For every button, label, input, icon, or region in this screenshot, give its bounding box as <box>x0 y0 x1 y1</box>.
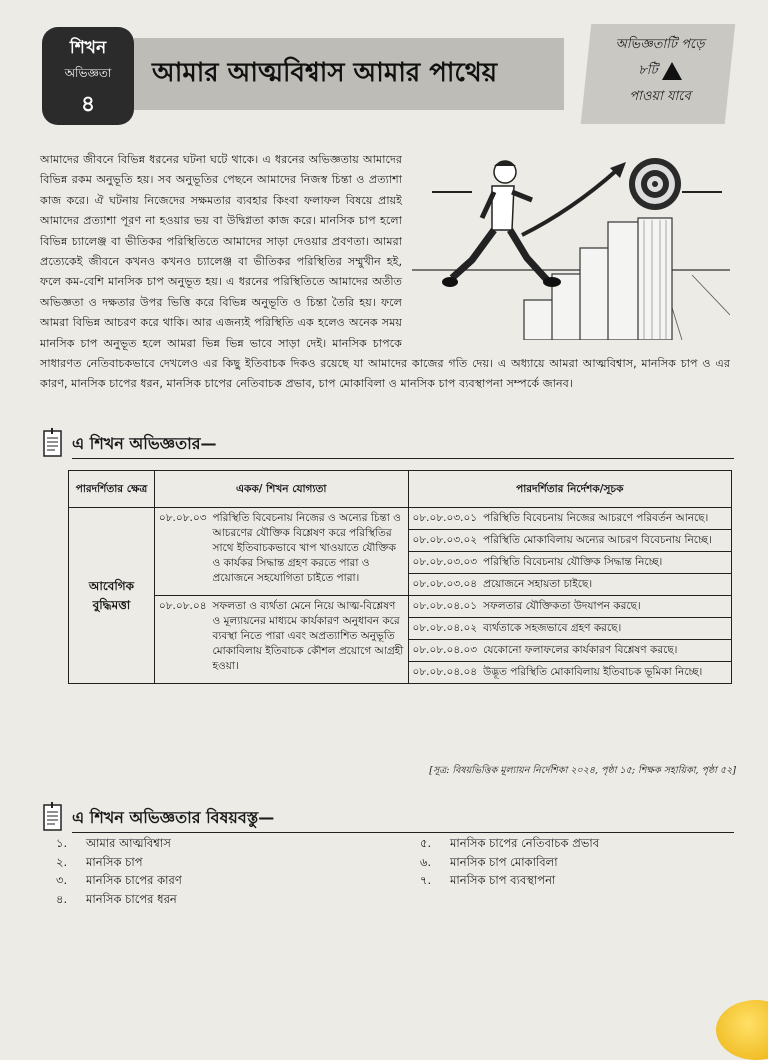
competency-text: পরিস্থিতি বিবেচনায় নিজের ও অন্যের চিন্তা ও আচরণের যৌক্তিক বিশ্লেষণ করে পরিস্থিতির সাথে ইতিবাচকভাবে খাপ খাওয়াতে যৌক্তিক ও কার্যকর সিদ্ধান্ত গ্রহণ করতে পারা ও প্রয়োজনে সহযোগিতা চাইতে পারা। <box>212 512 401 584</box>
header-indicator: পারদর্শিতার নির্দেশক/সূচক <box>408 471 731 508</box>
table-row <box>69 596 732 618</box>
corner-line1: অভিজ্ঞতাটি পড়ে <box>615 37 705 52</box>
badge-line2: অভিজ্ঞতা <box>64 66 112 80</box>
badge-number: ৪ <box>80 92 96 117</box>
indicator-code: ০৮.০৮.০৩.০২ <box>412 534 478 546</box>
badge-line1: শিখন <box>69 38 107 58</box>
staircase-illustration <box>412 150 730 340</box>
competency-code: ০৮.০৮.০৩ <box>158 512 207 524</box>
indicator-code: ০৮.০৮.০৪.০৩ <box>412 644 478 656</box>
corner-line3: পাওয়া যাবে <box>629 89 691 104</box>
indicator-cell <box>408 662 731 684</box>
intro-section <box>40 150 730 395</box>
list-item: ৪. মানসিক চাপের ধরন <box>56 891 177 906</box>
header-area: পারদর্শিতার ক্ষেত্র <box>69 471 155 508</box>
corner-line2: ৮টি <box>638 63 658 78</box>
indicator-code: ০৮.০৮.০৪.০৪ <box>412 666 478 678</box>
source-citation: [সূত্র: বিষয়ভিত্তিক মূল্যায়ন নির্দেশিকা ২০২৪, পৃষ্ঠা ১৫; শিক্ষক সহায়িকা, পৃষ্ঠা ৫২] <box>429 765 736 776</box>
triangle-icon <box>662 62 682 80</box>
list-item: ৭. মানসিক চাপ ব্যবস্থাপনা <box>420 873 556 887</box>
indicator-cell <box>408 596 731 618</box>
table-row <box>69 508 732 530</box>
indicator-cell <box>408 552 731 574</box>
competency-cell <box>154 508 408 596</box>
chapter-title: আমার আত্মবিশ্বাস আমার পাথেয় <box>152 58 498 88</box>
indicator-text: পরিস্থিতি মোকাবিলায় অন্যের আচরণ বিবেচনায় নিচ্ছে। <box>483 534 712 546</box>
indicator-cell <box>408 640 731 662</box>
indicator-cell <box>408 574 731 596</box>
indicator-text: ব্যর্থতাকে সহজভাবে গ্রহণ করছে। <box>483 622 622 634</box>
indicator-text: পরিস্থিতি বিবেচনায় যৌক্তিক সিদ্ধান্ত নিচ্ছে। <box>483 556 663 568</box>
indicator-text: যেকোনো ফলাফলের কার্যকারণ বিশ্লেষণ করছে। <box>483 644 678 656</box>
chapter-badge <box>42 27 134 125</box>
document-icon <box>42 428 64 458</box>
indicator-code: ০৮.০৮.০৩.০১ <box>412 512 478 524</box>
competency-cell <box>154 596 408 684</box>
list-item: ২. মানসিক চাপ <box>56 854 143 869</box>
section2-title: এ শিখন অভিজ্ঞতার বিষয়বস্তু— <box>72 808 275 827</box>
content-list-right <box>420 834 599 890</box>
area-cell: আবেগিক বুদ্ধিমত্তা <box>69 508 155 684</box>
indicator-cell <box>408 618 731 640</box>
section2-rule <box>72 832 734 833</box>
outcomes-table <box>68 470 732 684</box>
section1-title: এ শিখন অভিজ্ঞতার— <box>72 434 217 453</box>
list-item: ৬. মানসিক চাপ মোকাবিলা <box>420 854 558 869</box>
indicator-code: ০৮.০৮.০৩.০৩ <box>412 556 478 568</box>
competency-code: ০৮.০৮.০৪ <box>158 600 207 612</box>
section1-rule <box>72 458 734 459</box>
indicator-text: পরিস্থিতি বিবেচনায় নিজের আচরণে পরিবর্তন আনছে। <box>483 512 709 524</box>
list-item: ৫. মানসিক চাপের নেতিবাচক প্রভাব <box>420 836 600 850</box>
indicator-text: প্রয়োজনে সহায়তা চাইছে। <box>483 578 593 590</box>
list-item: ১. আমার আত্মবিশ্বাস <box>56 836 171 850</box>
header-competency: একক/ শিখন যোগ্যতা <box>154 471 408 508</box>
indicator-text: সফলতার যৌক্তিকতা উদযাপন করছে। <box>483 600 641 612</box>
indicator-code: ০৮.০৮.০৪.০২ <box>412 622 478 634</box>
indicator-cell <box>408 508 731 530</box>
document-icon <box>42 802 64 832</box>
competency-text: সফলতা ও ব্যর্থতা মেনে নিয়ে আত্ম-বিশ্লেষণ ও মূল্যায়নের মাধ্যমে কার্যকারণ অনুধাবন করে ব্যবস্থা নিতে পারা এবং অপ্রত্যাশিত অনুভূতি মোকাবিলায় ইতিবাচক কৌশল প্রয়োগে আগ্রহী হওয়া। <box>212 600 404 672</box>
list-item: ৩. মানসিক চাপের কারণ <box>56 873 182 887</box>
intro-paragraph: আমাদের জীবনে বিভিন্ন ধরনের ঘটনা ঘটে থাকে। এ ধরনের অভিজ্ঞতায় আমাদের বিভিন্ন রকম অনুভূতি হয়। সব অনুভূতির পেছনে আমাদের নিজস্ব চিন্তা ও প্রত্যাশা কাজ করে। ঐ ঘটনায় নিজেদের সক্ষমতার ব্যবহার কিংবা ফলাফল বিষয়ে প্রায়ই আমাদের প্রত্যাশা পূরণ না হওয়ার ভয় বা উদ্বিগ্নতা কাজ করে। মানসিক চাপ হলো বিভিন্ন চ্যালেঞ্জ বা ভীতিকর পরিস্থিতিতে আমাদের সাড়া দেওয়ার প্রবণতা। আমরা প্রত্যেকেই জীবনে কখনও কখনও চ্যালেঞ্জ বা ভীতিকর পরিস্থিতির সম্মুখীন হই, ফলে কম-বেশি মানসিক চাপ অনুভূত হয়। এ ধরনের পরিস্থিতিতে আমাদের অতীত অভিজ্ঞতা ও দক্ষতার উপর ভিত্তি করে বিভিন্ন অনুভূতি ও চিন্তা তৈরি হয়। ফলে আমরা বিভিন্ন আচরণ করে থাকি। আর এজন্যই পরিস্থিতি এক হলেও অনেক সময় মানসিক চাপ অনুভূত হলে আমরা ভিন্ন ভিন্ন ভাবে সাড়া দেই। মানসিক চাপকে সাধারণত নেতিবাচকভাবে দেখলেও এর কিছু ইতিবাচক দিকও রয়েছে যা আমাদের কাজের গতি দেয়। এ অধ্যায়ে আমরা আত্মবিশ্বাস, মানসিক চাপ ও এর কারণ, মানসিক চাপের ধরন, মানসিক চাপের নেতিবাচক প্রভাব, চাপ মোকাবিলা ও মানসিক চাপ ব্যবস্থাপনা সম্পর্কে জানব। <box>40 153 730 391</box>
corner-note <box>600 32 720 110</box>
content-list-left <box>56 834 182 908</box>
table-header-row <box>69 471 732 508</box>
indicator-code: ০৮.০৮.০৩.০৪ <box>412 578 478 590</box>
indicator-text: উদ্ভূত পরিস্থিতি মোকাবিলায় ইতিবাচক ভূমিকা নিচ্ছে। <box>483 666 703 678</box>
indicator-code: ০৮.০৮.০৪.০১ <box>412 600 478 612</box>
corner-decoration <box>716 1000 768 1060</box>
indicator-cell <box>408 530 731 552</box>
section1-heading <box>42 428 217 458</box>
section2-heading <box>42 802 274 832</box>
